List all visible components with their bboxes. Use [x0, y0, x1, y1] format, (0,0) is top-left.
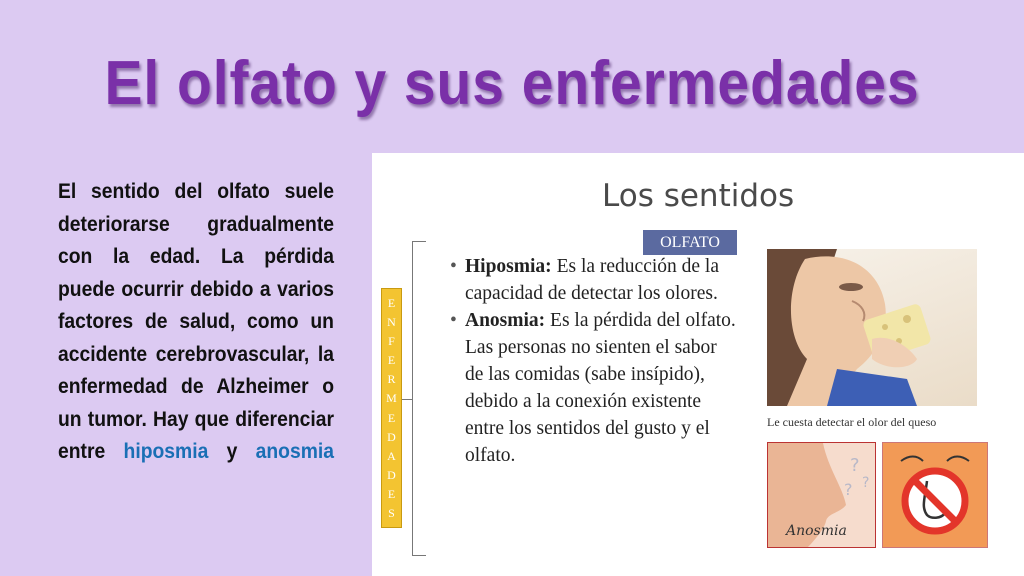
definitions-list — [450, 253, 740, 469]
svg-text:?: ? — [844, 480, 853, 499]
term-anosmia: Anosmia: — [465, 310, 546, 331]
card-title: Los sentidos — [602, 178, 795, 214]
vertical-letter: E — [387, 410, 396, 425]
keyword-hiposmia: hiposmia — [123, 440, 209, 463]
vertical-letter: R — [387, 372, 396, 387]
image-card — [372, 153, 1024, 576]
svg-text:?: ? — [850, 455, 860, 476]
vertical-letter: S — [388, 506, 395, 521]
vertical-letter: E — [387, 487, 396, 502]
olfato-badge: OLFATO — [643, 230, 737, 255]
slide-title: El olfato y sus enfermedades — [104, 49, 920, 118]
bracket-divider — [412, 241, 426, 556]
vertical-letter: F — [388, 333, 395, 348]
anosmia-nose-photo — [767, 442, 876, 548]
bullet-icon: • — [450, 256, 457, 277]
list-item-hiposmia — [450, 253, 740, 307]
person-smelling-cheese-photo — [767, 249, 977, 406]
term-hiposmia: Hiposmia: — [465, 256, 552, 277]
vertical-letter: A — [387, 448, 396, 463]
vertical-letter: M — [386, 391, 397, 406]
vertical-letter: D — [387, 467, 396, 482]
prohibited-nose-icon — [883, 443, 987, 547]
brace-connector — [402, 399, 412, 400]
bullet-icon: • — [450, 310, 457, 331]
vertical-letter: D — [387, 429, 396, 444]
photo-caption: Le cuesta detectar el olor del queso — [767, 415, 937, 429]
definition-hiposmia: Es la reducción de la capacidad de detectar los olores. — [465, 256, 719, 304]
enfermedades-vertical-label — [381, 288, 402, 528]
svg-text:?: ? — [862, 475, 870, 491]
list-item-anosmia — [450, 307, 740, 469]
body-paragraph — [58, 176, 334, 469]
anosmia-label: Anosmia — [786, 523, 847, 539]
body-connector: y — [226, 440, 238, 463]
person-smelling-cheese-illustration — [767, 249, 977, 406]
vertical-letter: N — [387, 314, 396, 329]
no-smell-sign — [882, 442, 988, 548]
definition-anosmia: Es la pérdida del olfato. Las personas no sienten el sabor de las comidas (sabe insípido), debido a la conexión existente entre los sentidos del gusto y el olfato. — [465, 310, 736, 466]
vertical-letter: E — [387, 295, 396, 310]
body-intro: El sentido del olfato suele deteriorarse gradualmente con la edad. La pérdida puede ocurrir debido a varios factores de salud, como un accidente cerebrovascular, la enfermedad de Alzheimer o un tumor. Hay que diferenciar entre — [58, 180, 334, 463]
vertical-letter: E — [387, 353, 396, 368]
keyword-anosmia: anosmia — [255, 440, 335, 463]
